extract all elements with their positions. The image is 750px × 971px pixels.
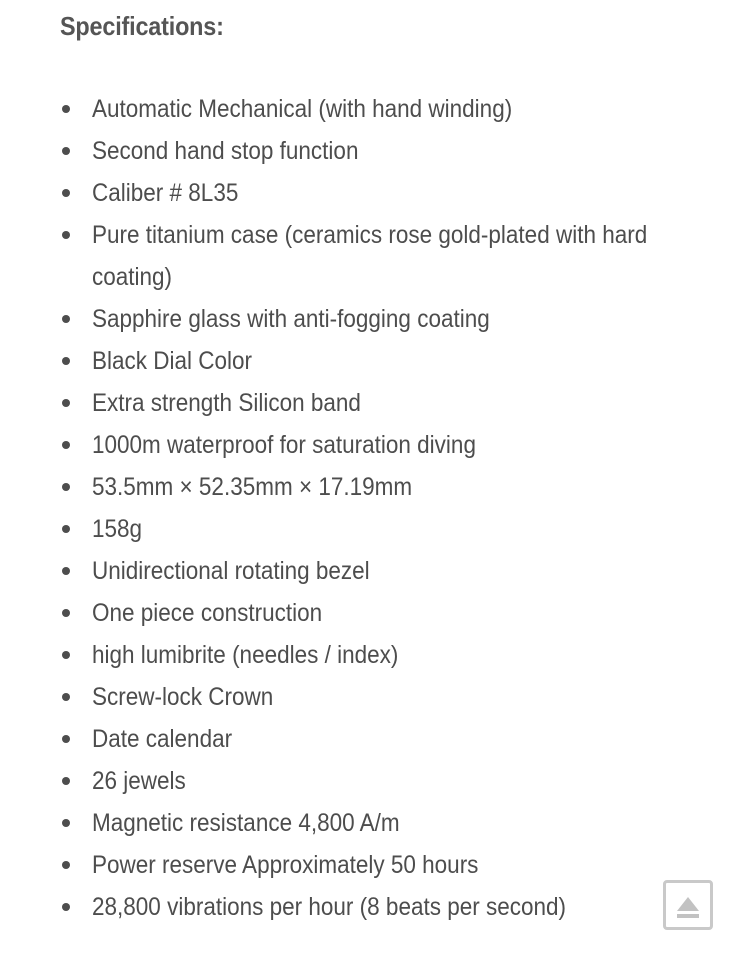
spec-item-text: Caliber # 8L35 (92, 179, 239, 207)
spec-item (0, 424, 700, 466)
spec-item-text: high lumibrite (needles / index) (92, 641, 399, 669)
bullet-icon (62, 357, 70, 365)
spec-item-text: Magnetic resistance 4,800 A/m (92, 809, 400, 837)
bullet-icon (62, 525, 70, 533)
bullet-icon (62, 147, 70, 155)
spec-item-text: Pure titanium case (ceramics rose gold-plated with hard coating) (92, 221, 648, 291)
spec-item (0, 550, 700, 592)
spec-item (0, 340, 700, 382)
spec-item-text: Extra strength Silicon band (92, 389, 361, 417)
spec-item (0, 676, 700, 718)
arrow-base-bar (677, 914, 699, 918)
spec-item-text: 28,800 vibrations per hour (8 beats per second) (92, 893, 567, 921)
spec-item-text: 1000m waterproof for saturation diving (92, 431, 476, 459)
spec-item (0, 760, 700, 802)
spec-item (0, 382, 700, 424)
scroll-to-top-button[interactable] (663, 880, 713, 930)
bullet-icon (62, 777, 70, 785)
bullet-icon (62, 651, 70, 659)
spec-item-text: Sapphire glass with anti-fogging coating (92, 305, 490, 333)
bullet-icon (62, 819, 70, 827)
bullet-icon (62, 441, 70, 449)
spec-item (0, 634, 700, 676)
spec-item-text: 158g (92, 515, 143, 543)
spec-item (0, 88, 700, 130)
bullet-icon (62, 609, 70, 617)
spec-item-text: Screw-lock Crown (92, 683, 274, 711)
spec-item-text: Second hand stop function (92, 137, 359, 165)
arrow-up-icon (677, 897, 699, 911)
bullet-icon (62, 399, 70, 407)
bullet-icon (62, 189, 70, 197)
bullet-icon (62, 231, 70, 239)
bullet-icon (62, 105, 70, 113)
spec-item (0, 844, 700, 886)
bullet-icon (62, 567, 70, 575)
specifications-heading: Specifications: (60, 11, 224, 41)
spec-item (0, 130, 700, 172)
spec-item (0, 214, 700, 298)
spec-item-text: Date calendar (92, 725, 233, 753)
spec-item-text: 26 jewels (92, 767, 186, 795)
spec-item (0, 508, 700, 550)
bullet-icon (62, 483, 70, 491)
spec-item-text: One piece construction (92, 599, 323, 627)
spec-item (0, 802, 700, 844)
spec-item (0, 466, 700, 508)
bullet-icon (62, 693, 70, 701)
bullet-icon (62, 861, 70, 869)
specifications-list (0, 88, 700, 928)
spec-item-text: Unidirectional rotating bezel (92, 557, 370, 585)
spec-item-text: Automatic Mechanical (with hand winding) (92, 95, 513, 123)
spec-item (0, 718, 700, 760)
spec-item-text: Power reserve Approximately 50 hours (92, 851, 479, 879)
spec-item-text: Black Dial Color (92, 347, 253, 375)
bullet-icon (62, 903, 70, 911)
bullet-icon (62, 735, 70, 743)
spec-item-text: 53.5mm × 52.35mm × 17.19mm (92, 473, 413, 501)
spec-item (0, 886, 700, 928)
spec-item (0, 172, 700, 214)
bullet-icon (62, 315, 70, 323)
spec-item (0, 592, 700, 634)
spec-item (0, 298, 700, 340)
